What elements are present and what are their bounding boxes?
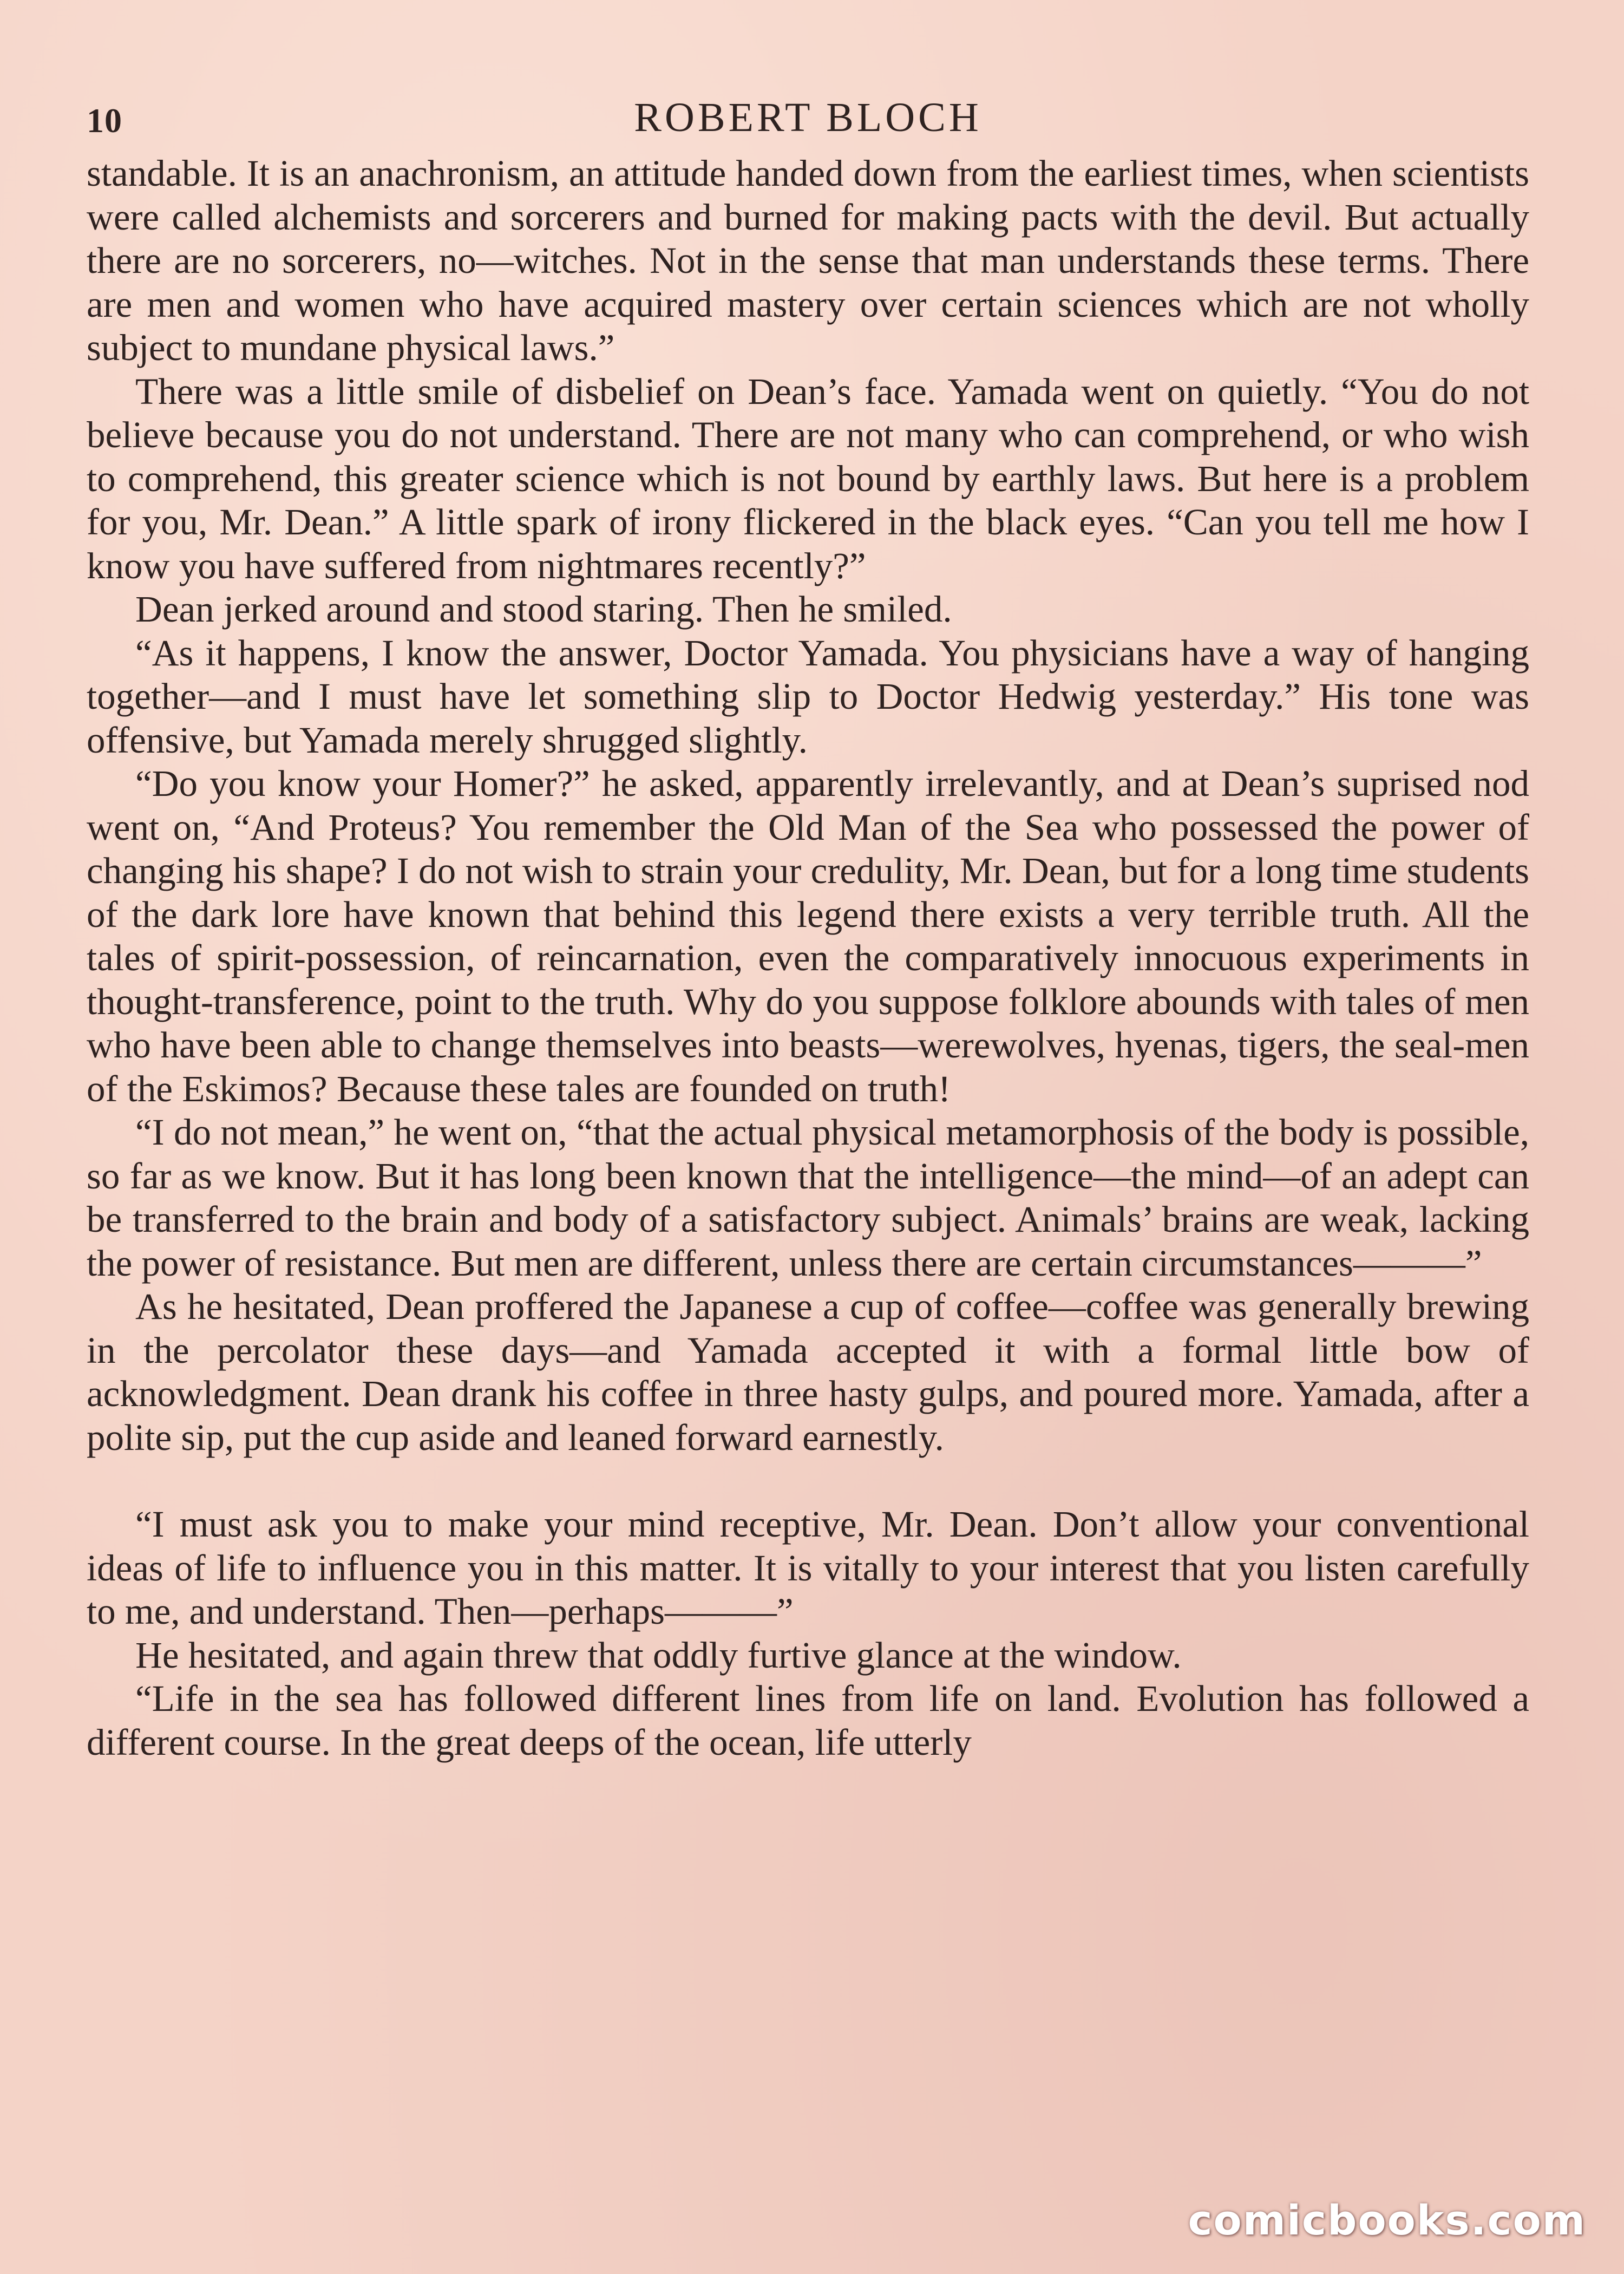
paragraph: There was a little smile of disbelief on Dean’s face. Yamada went on quietly. “You do not believe because you do not understand. There are not many who can comprehend, or who wish to comprehend, this greater science which is not bound by earthly laws. But here is a problem for you, Mr. Dean.” A little spark of irony flickered in the black eyes. “Can you tell me how I know you have suffered from nightmares recently?”: [87, 370, 1529, 586]
body-text: [87, 152, 1529, 1764]
paragraph: “As it happens, I know the answer, Doctor Yamada. You physicians have a way of hanging together—and I must have let something slip to Doctor Hedwig yesterday.” His tone was offensive, but Yamada merely shrugged slightly.: [87, 632, 1529, 761]
paragraph: “Life in the sea has followed different lines from life on land. Evolution has followed a different course. In the great deeps of the ocean, life utterly: [87, 1678, 1529, 1763]
book-page: [87, 81, 1529, 1764]
watermark: comicbooks.com: [1188, 2196, 1586, 2244]
running-head: [87, 81, 1529, 152]
paragraph: Dean jerked around and stood staring. Then he smiled.: [135, 589, 952, 630]
paragraph: He hesitated, and again threw that oddly furtive glance at the window.: [135, 1634, 1182, 1676]
paragraph: standable. It is an anachronism, an attitude handed down from the earliest times, when scientists were called alchemists and sorcerers and burned for making pacts with the devil. But actually there are no sorcerers, no—witches. Not in the sense that man understands these terms. There are men and women who have acquired mastery over certain sciences which are not wholly subject to mundane physical laws.”: [87, 153, 1529, 368]
paragraph: “Do you know your Homer?” he asked, apparently irrelevantly, and at Dean’s suprised nod went on, “And Proteus? You remember the Old Man of the Sea who possessed the power of changing his shape? I do not wish to strain your credulity, Mr. Dean, but for a long time students of the dark lore have known that behind this legend there exists a very terrible truth. All the tales of spirit-possession, of reincarnation, even the comparatively innocuous experiments in thought-transference, point to the truth. Why do you suppose folklore abounds with tales of men who have been able to change themselves into beasts—werewolves, hyenas, tigers, the seal-men of the Eskimos? Because these tales are founded on truth!: [87, 763, 1529, 1109]
paragraph: As he hesitated, Dean proffered the Japanese a cup of coffee—coffee was generally brewing in the percolator these days—and Yamada accepted it with a formal little bow of acknowledgment. Dean drank his coffee in three hasty gulps, and poured more. Yamada, after a polite sip, put the cup aside and leaned forward earnestly.: [87, 1286, 1529, 1458]
running-title: ROBERT BLOCH: [634, 95, 982, 140]
paragraph: “I must ask you to make your mind receptive, Mr. Dean. Don’t allow your conventional ideas of life to influence you in this matter. It is vitally to your interest that you listen carefully to me, and understand. Then—perhaps———”: [87, 1504, 1529, 1632]
page-number: 10: [87, 101, 122, 140]
paragraph: “I do not mean,” he went on, “that the actual physical metamorphosis of the body is possible, so far as we know. But it has long been known that the intelligence—the mind—of an adept can be transferred to the brain and body of a satisfactory subject. Animals’ brains are weak, lacking the power of resistance. But men are different, unless there are certain circumstances———”: [87, 1112, 1529, 1284]
